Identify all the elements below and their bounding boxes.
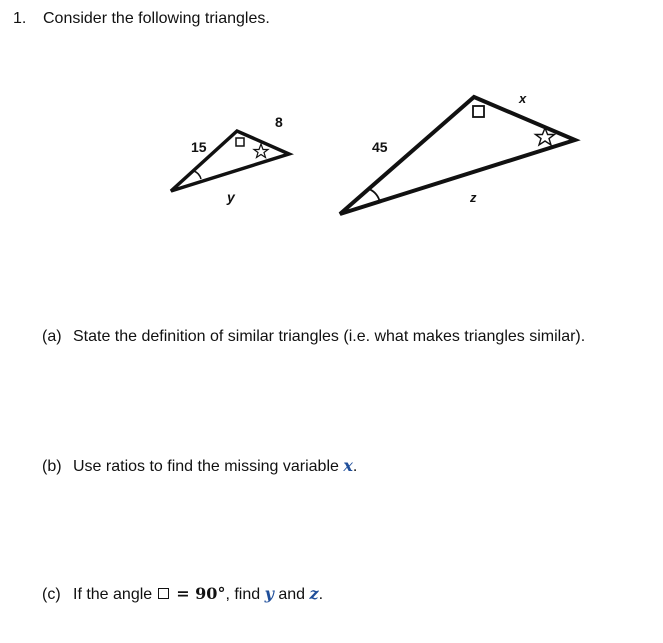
large-side-top-label: x: [519, 91, 527, 106]
variable-x: x: [343, 456, 353, 475]
part-c-text: If the angle: [73, 586, 157, 603]
small-side-bottom-label: y: [227, 189, 235, 205]
part-c-period: .: [318, 586, 324, 603]
square-angle-icon: [158, 588, 169, 599]
small-side-left-label: 15: [191, 139, 207, 155]
star-angle-icon: [254, 144, 268, 158]
part-b-text: Use ratios to find the missing variable: [73, 458, 344, 475]
question-number: 1.: [13, 10, 27, 27]
part-b-label: (b): [42, 458, 62, 475]
part-c-find-text: , find: [225, 586, 265, 603]
part-b-period: .: [352, 458, 358, 475]
variable-z: z: [309, 584, 319, 603]
part-b: [42, 456, 357, 476]
small-triangle: [171, 114, 289, 205]
part-c: [42, 584, 323, 604]
part-c-and-text: and: [273, 586, 310, 603]
large-triangle: [340, 91, 575, 214]
large-side-left-label: 45: [372, 139, 388, 155]
equals-sign: =: [170, 584, 196, 603]
triangles-figure: [0, 0, 663, 260]
small-side-top-label: 8: [275, 114, 283, 130]
part-c-label: (c): [42, 586, 61, 603]
part-a-label: (a): [42, 328, 62, 345]
angle-value: 90°: [195, 584, 226, 603]
circle-angle-icon: [194, 171, 201, 179]
part-a: [42, 328, 585, 346]
part-a-text: State the definition of similar triangles (i.e. what makes triangles similar).: [73, 328, 586, 345]
square-angle-icon: [236, 138, 244, 146]
large-triangle-outline: [340, 97, 575, 214]
question-prompt: Consider the following triangles.: [43, 10, 270, 27]
small-triangle-outline: [171, 131, 289, 191]
large-side-bottom-label: z: [470, 190, 477, 205]
variable-y: y: [264, 584, 274, 603]
square-angle-icon: [473, 106, 484, 117]
